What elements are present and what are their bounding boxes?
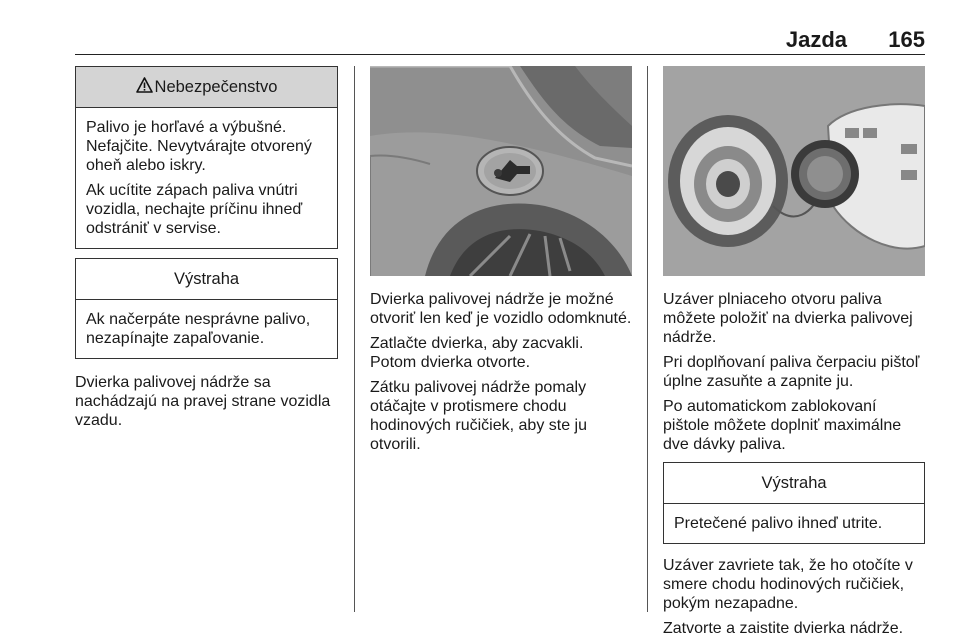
body-text — [663, 556, 925, 638]
paragraph: Zatvorte a zaistite dvierka nádrže. — [663, 620, 904, 637]
column-divider — [354, 66, 355, 612]
caution-box — [75, 258, 338, 359]
fuel-door-car-illustration — [370, 66, 632, 276]
fuel-cap-open-illustration — [663, 66, 925, 276]
column-divider — [647, 66, 648, 612]
column-3 — [663, 66, 925, 644]
body-text — [75, 373, 338, 430]
danger-box-title: Nebezpečenstvo — [154, 78, 278, 96]
paragraph: Pretečené palivo ihneď utrite. — [674, 515, 883, 532]
paragraph: Dvierka palivovej nádrže sa nachádzajú na pravej strane vozidla vzadu. — [75, 374, 331, 429]
paragraph: Po automatickom zablokovaní pištole môžete doplniť maximálne dve dávky paliva. — [663, 398, 902, 453]
paragraph: Ak ucítite zápach paliva vnútri vozidla, nechajte príčinu ihneď odstrániť v servise. — [86, 182, 303, 237]
caution-box — [663, 462, 925, 544]
page-number: 165 — [888, 27, 925, 52]
caution-box-body — [664, 504, 924, 543]
paragraph: Uzáver zavriete tak, že ho otočíte v smere chodu hodinových ručičiek, pokým nezapadne. — [663, 557, 913, 612]
paragraph: Dvierka palivovej nádrže je možné otvoriť len keď je vozidlo odomknuté. — [370, 291, 632, 327]
caution-box-title: Výstraha — [76, 259, 337, 300]
danger-box-body — [76, 108, 337, 248]
danger-box — [75, 66, 338, 249]
paragraph: Palivo je horľavé a výbušné. Nefajčite. Nevytvárajte otvorený oheň alebo iskry. — [86, 119, 312, 174]
danger-box-header — [76, 67, 337, 108]
section-title: Jazda — [785, 27, 847, 52]
paragraph: Zátku palivovej nádrže pomaly otáčajte v protismere chodu hodinových ručičiek, aby ste ju otvorili. — [370, 379, 587, 453]
paragraph: Uzáver plniaceho otvoru paliva môžete položiť na dvierka palivovej nádrže. — [663, 291, 913, 346]
column-2 — [370, 66, 632, 460]
page-header — [75, 26, 925, 55]
body-text — [370, 290, 632, 454]
paragraph: Ak načerpáte nesprávne palivo, nezapínajte zapaľovanie. — [86, 311, 311, 347]
body-text — [663, 290, 925, 454]
paragraph: Zatlačte dvierka, aby zacvakli. Potom dvierka otvorte. — [370, 335, 584, 371]
paragraph: Pri doplňovaní paliva čerpaciu pištoľ úplne zasuňte a zapnite ju. — [663, 354, 920, 390]
caution-box-title: Výstraha — [664, 463, 924, 504]
column-1 — [75, 66, 338, 436]
caution-box-body — [76, 300, 337, 358]
warning-triangle-icon — [136, 77, 153, 93]
